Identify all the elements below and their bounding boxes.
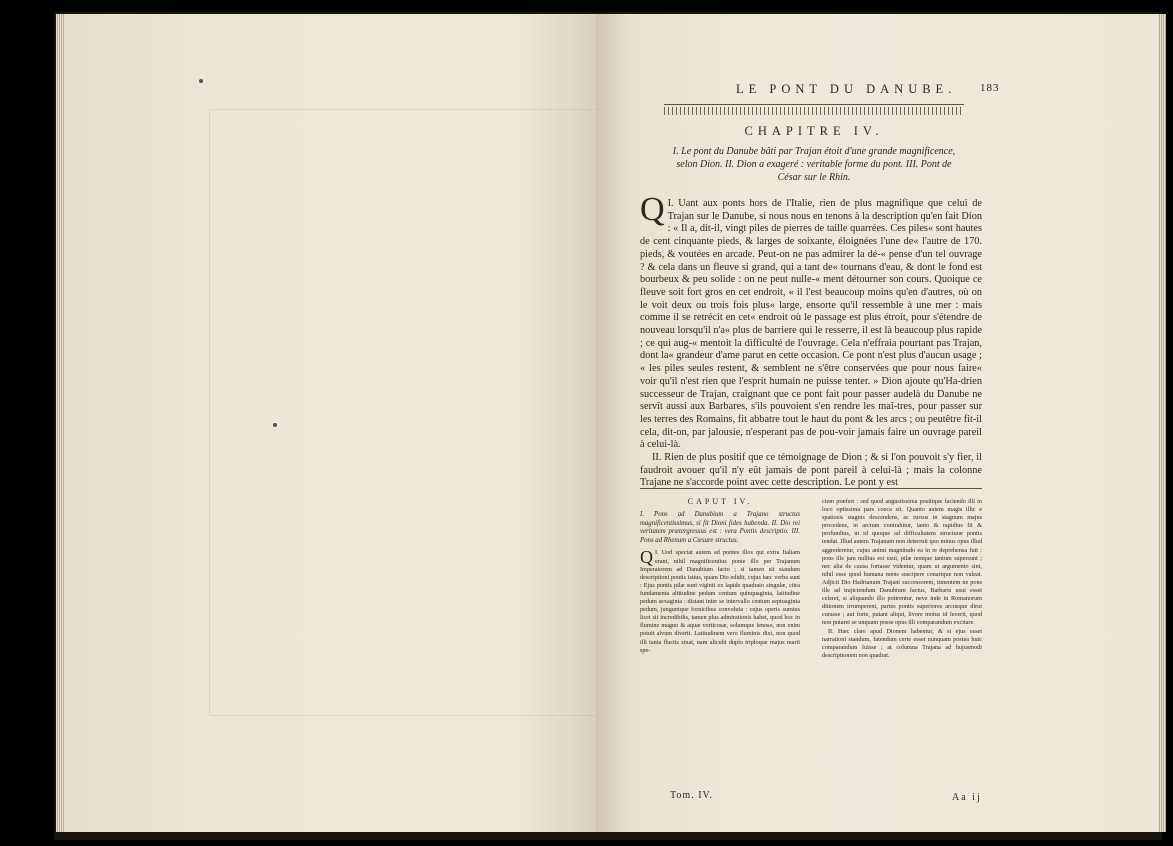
signature-mark: Aa ij xyxy=(952,792,982,803)
chapter-summary: I. Le pont du Danube bâti par Trajan étoit d'une grande magnificence, selon Dion. II. Dion a exageré : veritable forme du pont. III. Pont de César sur le Rhin. xyxy=(672,146,956,183)
latin-chapter-title: CAPUT IV. xyxy=(687,497,753,506)
french-body xyxy=(640,191,982,490)
drop-cap: Q xyxy=(640,191,665,228)
latin-column-1 xyxy=(640,498,800,655)
french-paragraph-2: II. Rien de plus positif que ce témoignage de Dion ; & si l'on pouvoit s'y fier, il faudroit avouer qu'il n'y eût jamais de pont pareil à celui-là ; mais la colonne Trajane ne s'accorde point avec cette description. Le pont y est xyxy=(640,452,982,489)
left-page-edge xyxy=(56,14,64,832)
latin-text-2: ciem præfert : sed quod angustissima positique faciendo illi in loco optissima pars coeca sit. Quanto autem magis illic e spatiosis stagnis descendens, ac rursus in stagnum majus procedens, in arctum contrahitur, tanto & rapidius fit & profundius, ut id quoque ad difficultatem structuræ pontis tendat. Illud autem Trajanum non deterruit quo minus opus illud aggrederetur, cujus animi magnitudo ea in re deprehensa fuit : pons ille jam nullius est usui, pilæ nonque tantum supersunt ; nec alia de causa fortasse videntur, quam ut argumento sint, nihil esse quod humana mens suscipere conarique non valeat. Adjicit Dio Hadrianum Trajani successorem, timentem ne pons ille ad trajiciendum Danubium factus, Barbaris usui esset celeret, si aliquando illo potirentur, neve inde in Romanorum ditionem irrumperent, partes pontis superiores arcusque dirui curasse ; aut forte, putant aliqui, livore motus id fecerit, quod non putaret se unquam posse opus illi comparandum excitare. xyxy=(822,498,982,627)
latin-text-3: II. Hæc clare apud Dionem habentur, & si ejus esset narrationi standum, fatendum certe esset nunquam postea huic comparandum fuisse ; at columna Trajana ad hujusmodi descriptionem non quadrat. xyxy=(822,627,982,659)
plate-show-through xyxy=(209,109,596,716)
right-page-edge xyxy=(1158,14,1166,832)
volume-mark: Tom. IV. xyxy=(670,790,713,801)
section-rule xyxy=(640,488,982,489)
latin-text-1: I. Uod spectat autem ad pontes illos qui extra Italiam erant, nihil magnificentius ponte illo per Trajanum Imperatorem ad Danubium facto ; si tamen sit standum descriptioni pontis istius, quam Dio edidit, cujus hæc verba sunt : Ejus pontis pilæ sunt viginti ex lapide quadrato singulæ, citra fundamenta altitudine pedum centum quinquaginta, latitudine pedum sexaginta : distant inter se intervallo centum septuaginta pedum, junguntque fornicibus convoluta : cujus operis sumtus licet sit incredibilis, tamen plus admirationis habet, quod hoc in flumine magno & aquæ vorticosæ, solumque lenoso, non enim potuit alvum diverti. Latitudinem vero fluminis dixi, non quod illi tanta fluctis sinat, nam alicubi duplo triploque majus marii spe- xyxy=(640,549,800,654)
foxing-spot xyxy=(273,423,277,427)
french-paragraph-1: I. Uant aux ponts hors de l'Italie, rien de plus magnifique que celui de Trajan sur le Danube, si nous nous en tenons à la description qu'en fait Dion : « Il a, dit-il, vingt piles de pierres de taille quarrées. Ces piles« sont hautes de cent cinquante pieds, & larges de soixante, éloignées l'une de« l'autre de 170. pieds, & voutées en arcade. Peut-on ne pas admirer la dé-« pense d'un tel ouvrage ? & cela dans un fleuve si grand, qui a tant de« tournans d'eau, & dont le fond est bourbeux & peu solide : on ne peut nulle-« ment détourner son cours. Quoique ce fleuve soit fort gros en cet endroit, « il l'est beaucoup moins qu'en d'autres, où on le voit deux ou trois fois plus« large, ensorte qu'il ressemble à une mer : mais comme il se retrécit en cet« endroit où le passage est plus étroit, pour s'étendre de nouveau lorsqu'il n'a« plus de barriere qui le resserre, il est là beaucoup plus rapide ; ce qui aug-« mentoit la difficulté de l'ouvrage. Cela n'effraia pourtant pas Trajan, dont la« grandeur d'ame parut en cette occasion. Ce pont n'est plus d'aucun usage ; « les piles seules restent, & semblent ne s'être conservées que pour nous faire« voir qu'il n'est rien que l'esprit humain ne puisse tenter. » Dion ajoute qu'Ha-drien successeur de Trajan, craignant que ce pont fait pour passer audelà du Danube ne servît aussi aux Barbares, s'ils pouvoient s'en rendre les maî-tres, pour passer sur les terres des Romains, fit abbatre tout le haut du pont & les arcs ; ou peutêtre fit-il cela, dit-on, par jalousie, n'esperant pas de pou-voir jamais faire un ouvrage pareil à celui-là. xyxy=(640,198,982,451)
running-title: LE PONT DU DANUBE. xyxy=(736,82,957,96)
latin-column-2 xyxy=(822,498,982,660)
chapter-title: CHAPITRE IV. xyxy=(744,124,884,138)
left-page xyxy=(64,14,596,832)
latin-drop-cap: Q xyxy=(640,547,653,568)
foxing-spot xyxy=(199,79,203,83)
ornament-band xyxy=(664,107,964,115)
page-number: 183 xyxy=(980,82,1000,94)
latin-summary: I. Pons ad Danubium a Trajano structus magnificentissimus, si fit Dioni fides habenda. II. Dio rei veritatem prætergressus est : vera Pontis descriptio. III. Pons ad Rhenum a Cæsare structus. xyxy=(640,511,800,544)
header-rule xyxy=(664,104,964,105)
